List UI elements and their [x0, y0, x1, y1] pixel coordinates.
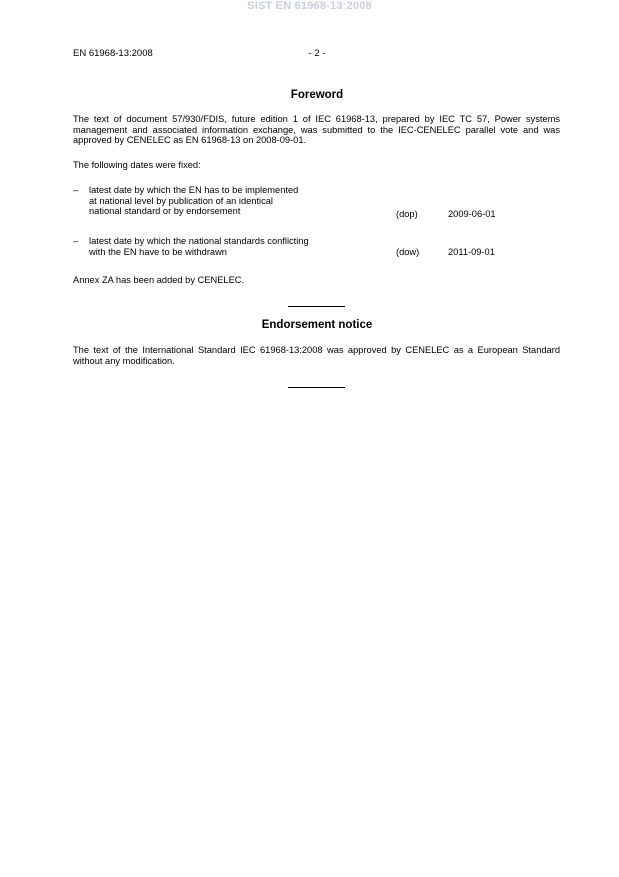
date-abbreviation: (dow) — [396, 247, 420, 257]
section-divider — [288, 306, 345, 307]
section-divider — [288, 387, 345, 388]
date-item-dow — [73, 236, 560, 258]
description-line: latest date by which the national standards conflicting — [89, 236, 309, 246]
description-line: national standard or by endorsement — [89, 206, 241, 216]
endorsement-heading: Endorsement notice — [261, 319, 373, 331]
description-line: at national level by publication of an identical — [89, 195, 273, 206]
date-value: 2009-06-01 — [448, 209, 496, 219]
page-number: - 2 - — [308, 48, 326, 59]
list-dash: – — [73, 185, 79, 195]
date-item-description — [89, 185, 389, 217]
description-line: with the EN have to be withdrawn — [89, 246, 227, 257]
date-abbreviation: (dop) — [396, 209, 418, 219]
document-id: EN 61968-13:2008 — [73, 48, 153, 59]
annex-note-paragraph: Annex ZA has been added by CENELEC. — [73, 275, 245, 285]
date-value: 2011-09-01 — [448, 247, 495, 257]
date-item-dop — [73, 185, 560, 217]
list-dash: – — [73, 236, 79, 246]
watermark-text: SIST EN 61968-13:2008 — [247, 0, 372, 12]
endorsement-paragraph: The text of the International Standard IEC 61968-13:2008 was approved by CENELEC as a European Standard without any modification. — [73, 345, 560, 366]
foreword-heading: Foreword — [290, 89, 344, 101]
dates-intro-paragraph: The following dates were fixed: — [73, 160, 201, 170]
foreword-intro-paragraph: The text of document 57/930/FDIS, future edition 1 of IEC 61968-13, prepared by IEC TC 57, Power systems management and associated information exchange, was submitted to the IEC-CENELEC parallel vote and was approved by CENELEC as EN 61968-13 on 2008-09-01. — [73, 114, 560, 145]
description-line: latest date by which the EN has to be implemented — [89, 185, 299, 195]
date-item-description — [89, 236, 389, 257]
